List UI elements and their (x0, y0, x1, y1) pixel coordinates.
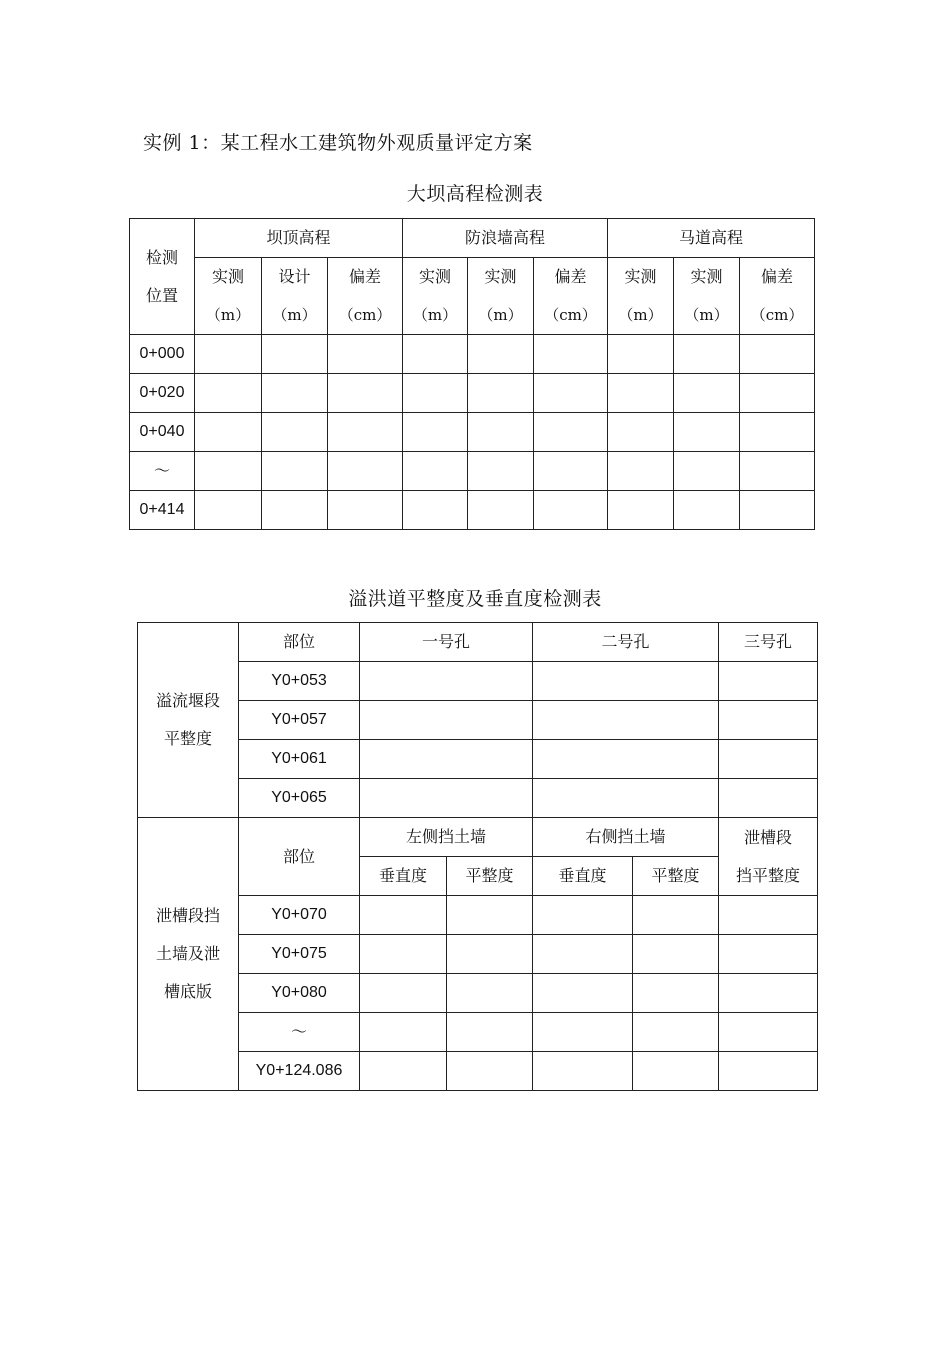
group-header-berm: 马道高程 (608, 219, 815, 258)
location-cell: Y0+080 (239, 974, 360, 1013)
subcol-header: 实测 （m） (468, 258, 534, 335)
location-header: 检测 位置 (130, 219, 195, 335)
location-cell: ～ (239, 1013, 360, 1052)
location-cell: 0+414 (130, 491, 195, 530)
table-row (138, 974, 818, 1013)
part-header: 部位 (239, 818, 360, 896)
table-row (130, 452, 815, 491)
subcol-header: 实测 （m） (608, 258, 674, 335)
location-cell: Y0+057 (239, 701, 360, 740)
table-row (138, 935, 818, 974)
subcol-header: 偏差 （cm） (328, 258, 403, 335)
location-cell: Y0+070 (239, 896, 360, 935)
subcol-header: 设计 （m） (262, 258, 328, 335)
location-cell: Y0+061 (239, 740, 360, 779)
verticality-header: 垂直度 (533, 857, 633, 896)
group-header-crest: 坝顶高程 (195, 219, 403, 258)
table-row (130, 413, 815, 452)
table-row (138, 662, 818, 701)
left-wall-header: 左侧挡土墙 (360, 818, 533, 857)
location-cell: ～ (130, 452, 195, 491)
flatness-header: 平整度 (447, 857, 533, 896)
table-row (138, 779, 818, 818)
hole-3-header: 三号孔 (719, 623, 818, 662)
subcol-header: 实测 （m） (403, 258, 468, 335)
location-cell: Y0+065 (239, 779, 360, 818)
spillway-inspection-table (137, 622, 818, 1091)
location-cell: 0+000 (130, 335, 195, 374)
chute-section-label: 泄槽段挡 土墙及泄 槽底版 (138, 818, 239, 1091)
chute-flatness-header: 泄槽段 挡平整度 (719, 818, 818, 896)
weir-section-label: 溢流堰段 平整度 (138, 623, 239, 818)
dam-elevation-table (129, 218, 815, 530)
table-row (130, 491, 815, 530)
verticality-header: 垂直度 (360, 857, 447, 896)
location-cell: Y0+075 (239, 935, 360, 974)
location-cell: Y0+124.086 (239, 1052, 360, 1091)
subcol-header: 实测 （m） (195, 258, 262, 335)
flatness-header: 平整度 (633, 857, 719, 896)
page-heading: 实例 1：某工程水工建筑物外观质量评定方案 (143, 132, 533, 154)
table-row (130, 335, 815, 374)
location-cell: 0+040 (130, 413, 195, 452)
location-cell: 0+020 (130, 374, 195, 413)
spillway-table-title: 溢洪道平整度及垂直度检测表 (348, 588, 602, 610)
subcol-header: 偏差 （cm） (740, 258, 815, 335)
table-row (138, 1013, 818, 1052)
part-header: 部位 (239, 623, 360, 662)
table-row (138, 701, 818, 740)
table-row (138, 740, 818, 779)
subcol-header: 偏差 （cm） (534, 258, 608, 335)
dam-elevation-table-title: 大坝高程检测表 (406, 183, 544, 205)
table-row (138, 1052, 818, 1091)
group-header-wavewall: 防浪墙高程 (403, 219, 608, 258)
hole-2-header: 二号孔 (533, 623, 719, 662)
right-wall-header: 右侧挡土墙 (533, 818, 719, 857)
table-row (130, 374, 815, 413)
subcol-header: 实测 （m） (674, 258, 740, 335)
location-cell: Y0+053 (239, 662, 360, 701)
hole-1-header: 一号孔 (360, 623, 533, 662)
table-row (138, 896, 818, 935)
